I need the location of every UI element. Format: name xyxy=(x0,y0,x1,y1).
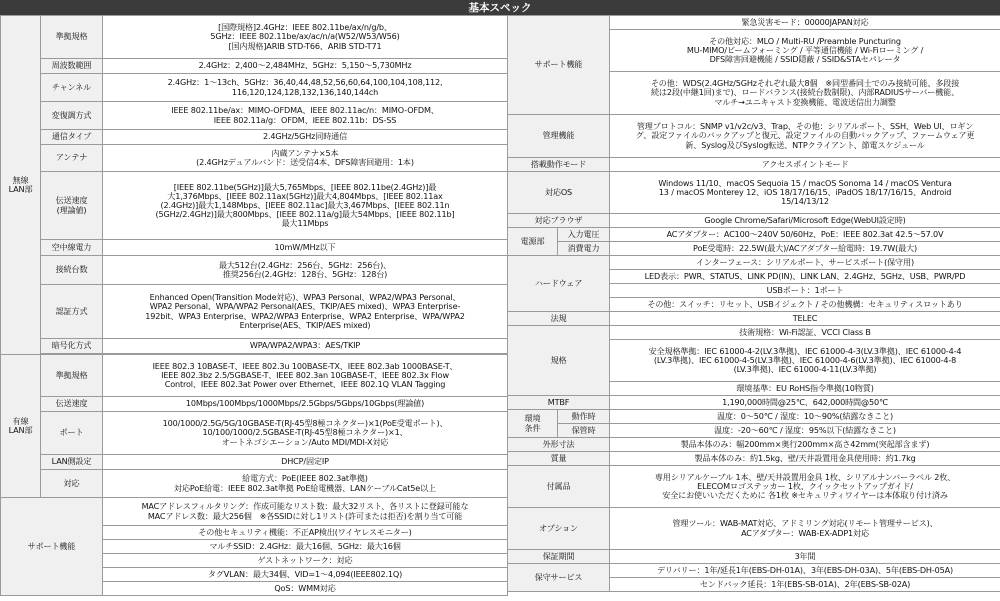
label-hardware: ハードウェア xyxy=(508,256,610,312)
category-wired-lan: 有線 LAN部 xyxy=(1,355,41,498)
label-lan-side: LAN側設定 xyxy=(41,455,103,470)
label-options: オプション xyxy=(508,508,610,550)
support-mac-filter: MACアドレスフィルタリング：作成可能なリスト数：最大32リスト、各リストに登録可能な MACアドレス数：最大256個 ※各SSIDに対し1リスト(許可または拒否)を割り当て可能 xyxy=(103,498,508,526)
value-management: 管理プロトコル：SNMP v1/v2c/v3、Trap、その他：シリアルポート、SSH、Web UI、ロギン グ、設定ファイルのバックアップと復元、設定ファイルの自動バックアップ、ファームウェア更 新、Syslog及びSyslog転送、NTPクライアント、節電スケジュール xyxy=(610,115,1000,158)
support-qos: QoS：WMM対応 xyxy=(103,582,508,596)
value-input-voltage: ACアダプター：AC100～240V 50/60Hz、PoE：IEEE 802.3at 42.5～57.0V xyxy=(610,228,1000,242)
label-weight: 質量 xyxy=(508,452,610,466)
value-wired-standards: IEEE 802.3 10BASE-T、IEEE 802.3u 100BASE-TX、IEEE 802.3ab 1000BASE-T、 IEEE 802.3bz 2.5/5GBASE-T、IEEE 802.3an 10GBASE-T、IEEE 802.3x Flow Control、IEEE 802.3at Power over Ethernet、IEEE 802.1Q VLAN Tagging xyxy=(103,355,508,397)
support-multi-ssid: マルチSSID：2.4GHz：最大16個、5GHz：最大16個 xyxy=(103,540,508,554)
category-support-functions: サポート機能 xyxy=(1,498,103,596)
value-operating: 温度：0～50℃ / 湿度：10～90%(結露なきこと) xyxy=(610,410,1000,424)
support-other-features: その他対応：MLO / Multi-RU /Preamble Puncturing MU-MIMO/ビームフォーミング / 平等通信機能 / Wi-Fiローミング / DFS障害回避機能 / SSID隠蔽 / SSID&STAセパレータ xyxy=(610,30,1000,72)
label-speed: 伝送速度 (理論値) xyxy=(41,172,103,240)
label-law: 法規 xyxy=(508,312,610,326)
label-antenna: アンテナ xyxy=(41,145,103,172)
label-environment: 環境 条件 xyxy=(508,410,558,438)
label-channel: チャンネル xyxy=(41,74,103,102)
hardware-interface: インターフェース：シリアルポート、サービスポート(保守用) xyxy=(610,256,1000,270)
label-operating: 動作時 xyxy=(558,410,610,424)
label-support: サポート機能 xyxy=(508,16,610,115)
value-wired-support: 給電方式：PoE(IEEE 802.3at準拠) 対応PoE給電：IEEE 802.3at準拠 PoE給電機器、LANケーブルCat5e以上 xyxy=(103,470,508,498)
label-power-unit: 電源部 xyxy=(508,228,558,256)
standards-environment: 環境基準：EU RoHS指令準拠(10物質) xyxy=(610,382,1000,396)
value-encryption: WPA/WPA2/WPA3：AES/TKIP xyxy=(103,339,508,354)
value-options: 管理ツール：WAB-MAT対応、アドミリング対応(リモート管理サービス)、 ACアダプター：WAB-EX-ADP1対応 xyxy=(610,508,1000,550)
label-accessories: 付属品 xyxy=(508,466,610,508)
support-security: その他セキュリティ機能：不正AP検出(ワイヤレスモニター) xyxy=(103,526,508,540)
value-browser: Google Chrome/Safari/Microsoft Edge(WebUI設定時) xyxy=(610,214,1000,228)
label-encryption: 暗号化方式 xyxy=(41,339,103,354)
support-guest-network: ゲストネットワーク：対応 xyxy=(103,554,508,568)
label-mtbf: MTBF xyxy=(508,396,610,410)
value-comm-type: 2.4GHz/5GHz同時通信 xyxy=(103,130,508,145)
value-port: 100/1000/2.5G/5G/10GBASE-T(RJ-45型8極コネクター)×1(PoE受電ポート)、 10/100/1000/2.5GBASE-T(RJ-45型8極コネクター)×1、 オートネゴシエーション/Auto MDI/MDI-X対応 xyxy=(103,412,508,455)
value-standards: [国際規格]2.4GHz：IEEE 802.11be/ax/n/g/b、 5GHz：IEEE 802.11be/ax/ac/n/a(W52/W53/W56) [国内規格]ARIB STD-T66、ARIB STD-T71 xyxy=(103,16,508,59)
hardware-usb: USBポート：1ポート xyxy=(610,284,1000,298)
value-mode: アクセスポイントモード xyxy=(610,158,1000,172)
page-title: 基本スペック xyxy=(0,0,1000,15)
support-tag-vlan: タグVLAN：最大34個、VID=1～4,094(IEEE802.1Q) xyxy=(103,568,508,582)
right-spec-table xyxy=(507,15,1000,592)
value-warranty: 3年間 xyxy=(610,550,1000,564)
label-service: 保守サービス xyxy=(508,564,610,592)
value-clients: 最大512台(2.4GHz：256台、5GHz：256台)、 推奨256台(2.4GHz：128台、5GHz：128台) xyxy=(103,256,508,285)
value-channel: 2.4GHz：1～13ch、5GHz：36,40,44,48,52,56,60,64,100,104,108,112, 116,120,124,128,132,136,140,144ch xyxy=(103,74,508,102)
label-standards: 準拠規格 xyxy=(41,16,103,59)
value-storage: 温度：-20～60℃ / 湿度：95%以下(結露なきこと) xyxy=(610,424,1000,438)
value-speed: [IEEE 802.11be(5GHz)]最大5,765Mbps、[IEEE 802.11be(2.4GHz)]最 大1,376Mbps、[IEEE 802.11ax(5GHz)]最大4,804Mbps、[IEEE 802.11ax (2.4GHz)]最大1,148Mbps、[IEEE 802.11ac]最大3,467Mbps、[IEEE 802.11n (5GHz/2.4GHz)]最大800Mbps、[IEEE 802.11a/g]最大54Mbps、[IEEE 802.11b] 最大11Mbps xyxy=(103,172,508,240)
label-dimensions: 外形寸法 xyxy=(508,438,610,452)
standards-technical: 技術規格：Wi-Fi認証、VCCI Class B xyxy=(610,326,1000,340)
category-wireless-lan: 無線 LAN部 xyxy=(1,16,41,355)
label-input-voltage: 入力電圧 xyxy=(558,228,610,242)
hardware-other: その他：スイッチ：リセット、USBイジェクト / その他機構：セキュリティスロットあり xyxy=(610,298,1000,312)
label-modulation: 変復調方式 xyxy=(41,102,103,130)
label-frequency: 周波数範囲 xyxy=(41,59,103,74)
value-law: TELEC xyxy=(610,312,1000,326)
label-consumption: 消費電力 xyxy=(558,242,610,256)
label-storage: 保管時 xyxy=(558,424,610,438)
left-spec-table xyxy=(0,15,508,596)
label-wired-speed: 伝送速度 xyxy=(41,397,103,412)
value-os: Windows 11/10、macOS Sequoia 15 / macOS Sonoma 14 / macOS Ventura 13 / macOS Monterey 12、iOS 18/17/16/15、iPadOS 18/17/16/15、Android 15/14/13/12 xyxy=(610,172,1000,214)
label-wired-support: 対応 xyxy=(41,470,103,498)
label-port: ポート xyxy=(41,412,103,455)
value-mtbf: 1,190,000時間@25℃、642,000時間@50℃ xyxy=(610,396,1000,410)
label-wired-standards: 準拠規格 xyxy=(41,355,103,397)
label-standards-right: 規格 xyxy=(508,326,610,396)
label-comm-type: 通信タイプ xyxy=(41,130,103,145)
service-sendback: センドバック延長：1年(EBS-SB-01A)、2年(EBS-SB-02A) xyxy=(610,578,1000,592)
standards-safety: 安全規格準拠：IEC 61000-4-2(LV.3準拠)、IEC 61000-4-3(LV.3準拠)、IEC 61000-4-4 (LV.3準拠)、IEC 61000-4-5(LV.3準拠)、IEC 61000-4-6(LV.3準拠)、IEC 61000-4-8 (LV.3準拠)、IEC 61000-4-11(LV.3準拠) xyxy=(610,340,1000,382)
label-warranty: 保証期間 xyxy=(508,550,610,564)
label-management: 管理機能 xyxy=(508,115,610,158)
label-auth: 認証方式 xyxy=(41,285,103,339)
service-delivery: デリバリー：1年/延長1年(EBS-DH-01A)、3年(EBS-DH-03A)、5年(EBS-DH-05A) xyxy=(610,564,1000,578)
support-wds: その他：WDS(2.4GHz/5GHzそれぞれ最大8個 ※同型番同士でのみ接続可能、多段接 続は2段(中継1回)まで)、ロードバランス(接続台数制限)、内部RADIUSサーバー機能、 マルチ→ユニキャスト変換機能、電波送信出力調整 xyxy=(610,72,1000,115)
label-clients: 接続台数 xyxy=(41,256,103,285)
value-wired-speed: 10Mbps/100Mbps/1000Mbps/2.5Gbps/5Gbps/10Gbps(理論値) xyxy=(103,397,508,412)
value-air-power: 10mW/MHz以下 xyxy=(103,240,508,256)
value-frequency: 2.4GHz：2,400～2,484MHz、5GHz：5,150～5,730MHz xyxy=(103,59,508,74)
value-consumption: PoE受電時：22.5W(最大)/ACアダプター給電時：19.7W(最大) xyxy=(610,242,1000,256)
support-emergency: 緊急災害モード：00000JAPAN対応 xyxy=(610,16,1000,30)
value-auth: Enhanced Open(Transition Mode対応)、WPA3 Personal、WPA2/WPA3 Personal、 WPA2 Personal、WPA/WPA2 Personal(AES、TKIP/AES mixed)、WPA3 Enterprise- 192bit、WPA3 Enterprise、WPA2/WPA3 Enterprise、WPA2 Enterprise、WPA/WPA2 Enterprise(AES、TKIP/AES mixed) xyxy=(103,285,508,339)
label-os: 対応OS xyxy=(508,172,610,214)
hardware-led: LED表示：PWR、STATUS、LINK PD(IN)、LINK LAN、2.4GHz、5GHz、USB、PWR/PD xyxy=(610,270,1000,284)
value-dimensions: 製品本体のみ：幅200mm×奥行200mm×高さ42mm(突起部含まず) xyxy=(610,438,1000,452)
label-mode: 搭載動作モード xyxy=(508,158,610,172)
value-lan-side: DHCP/固定IP xyxy=(103,455,508,470)
label-browser: 対応ブラウザ xyxy=(508,214,610,228)
value-accessories: 専用シリアルケーブル 1本、壁/天井設置用金具 1枚、シリアルナンバーラベル 2枚、 ELECOMロゴステッカー 1枚、クイックセットアップガイド/ 安全にお使いいただくために 各1枚 ※セキュリティワイヤーは本体取り付け済み xyxy=(610,466,1000,508)
label-air-power: 空中線電力 xyxy=(41,240,103,256)
value-weight: 製品本体のみ：約1.5kg、壁/天井設置用金具使用時：約1.7kg xyxy=(610,452,1000,466)
value-antenna: 内蔵アンテナ×5本 (2.4GHzデュアルバンド：送受信4本、DFS障害回避用：1本) xyxy=(103,145,508,172)
value-modulation: IEEE 802.11be/ax：MIMO-OFDMA、IEEE 802.11ac/n：MIMO-OFDM、 IEEE 802.11a/g：OFDM、IEEE 802.11b：DS-SS xyxy=(103,102,508,130)
